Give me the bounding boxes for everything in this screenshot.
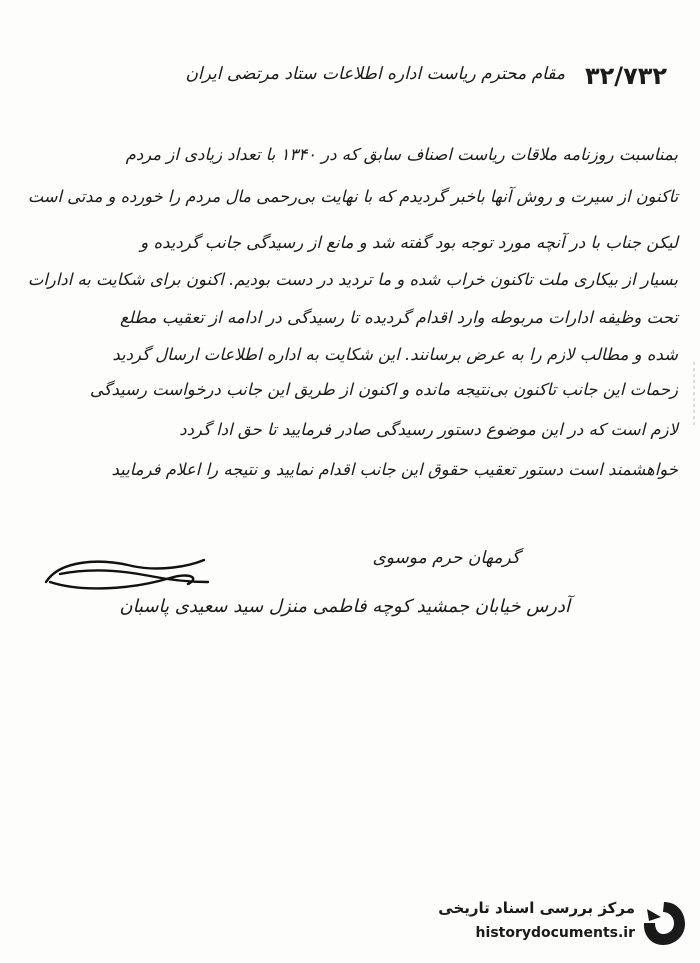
address-line: آدرس خیابان جمشید کوچه فاطمی منزل سید سعیدی پاسبان [119, 596, 570, 617]
watermark-label-en: historydocuments.ir [475, 925, 635, 941]
margin-mark [690, 360, 698, 430]
archive-watermark [415, 895, 695, 955]
archive-logo-icon [641, 899, 687, 947]
letter-line-4: بسیار از بیکاری ملت تاکنون خراب شده و ما تردید در دست بودیم. اکنون برای شکایت به ادارات [28, 270, 678, 289]
letter-line-1: بمناسبت روزنامه ملاقات ریاست اصناف سابق که در ۱۳۴۰ با تعداد زیادی از مردم [125, 145, 678, 164]
letter-line-7: زحمات این جانب تاکنون بی‌نتیجه مانده و اکنون از طریق این جانب درخواست رسیدگی [89, 380, 678, 399]
letter-title: مقام محترم ریاست اداره اطلاعات ستاد مرتضی ایران [185, 64, 565, 84]
watermark-label-fa: مرکز بررسی اسناد تاریخی [438, 899, 635, 917]
reference-number: ۳۲/۷۳۲ [585, 62, 668, 90]
letter-line-8: لازم است که در این موضوع دستور رسیدگی صادر فرمایید تا حق ادا گردد [179, 420, 678, 439]
handwritten-signature-icon [40, 552, 210, 596]
letter-line-5: تحت وظیفه ادارات مربوطه وارد اقدام گردیده تا رسیدگی در ادامه از تعقیب مطلع [120, 308, 678, 327]
signatory-name: گرمهان حرم موسوی [372, 548, 520, 568]
letter-line-6: شده و مطالب لازم را به عرض برسانند. این شکایت به اداره اطلاعات ارسال گردید [112, 345, 678, 364]
letter-line-3: لیکن جناب با در آنچه مورد توجه بود گفته شد و مانع از رسیدگی جانب گردیده و [140, 233, 678, 252]
letter-line-9: خواهشمند است دستور تعقیب حقوق این جانب اقدام نمایید و نتیجه را اعلام فرمایید [111, 460, 678, 479]
letter-line-2: تاکنون از سیرت و روش آنها باخبر گردیدم که با نهایت بی‌رحمی مال مردم را خورده و مدتی است [27, 187, 678, 206]
